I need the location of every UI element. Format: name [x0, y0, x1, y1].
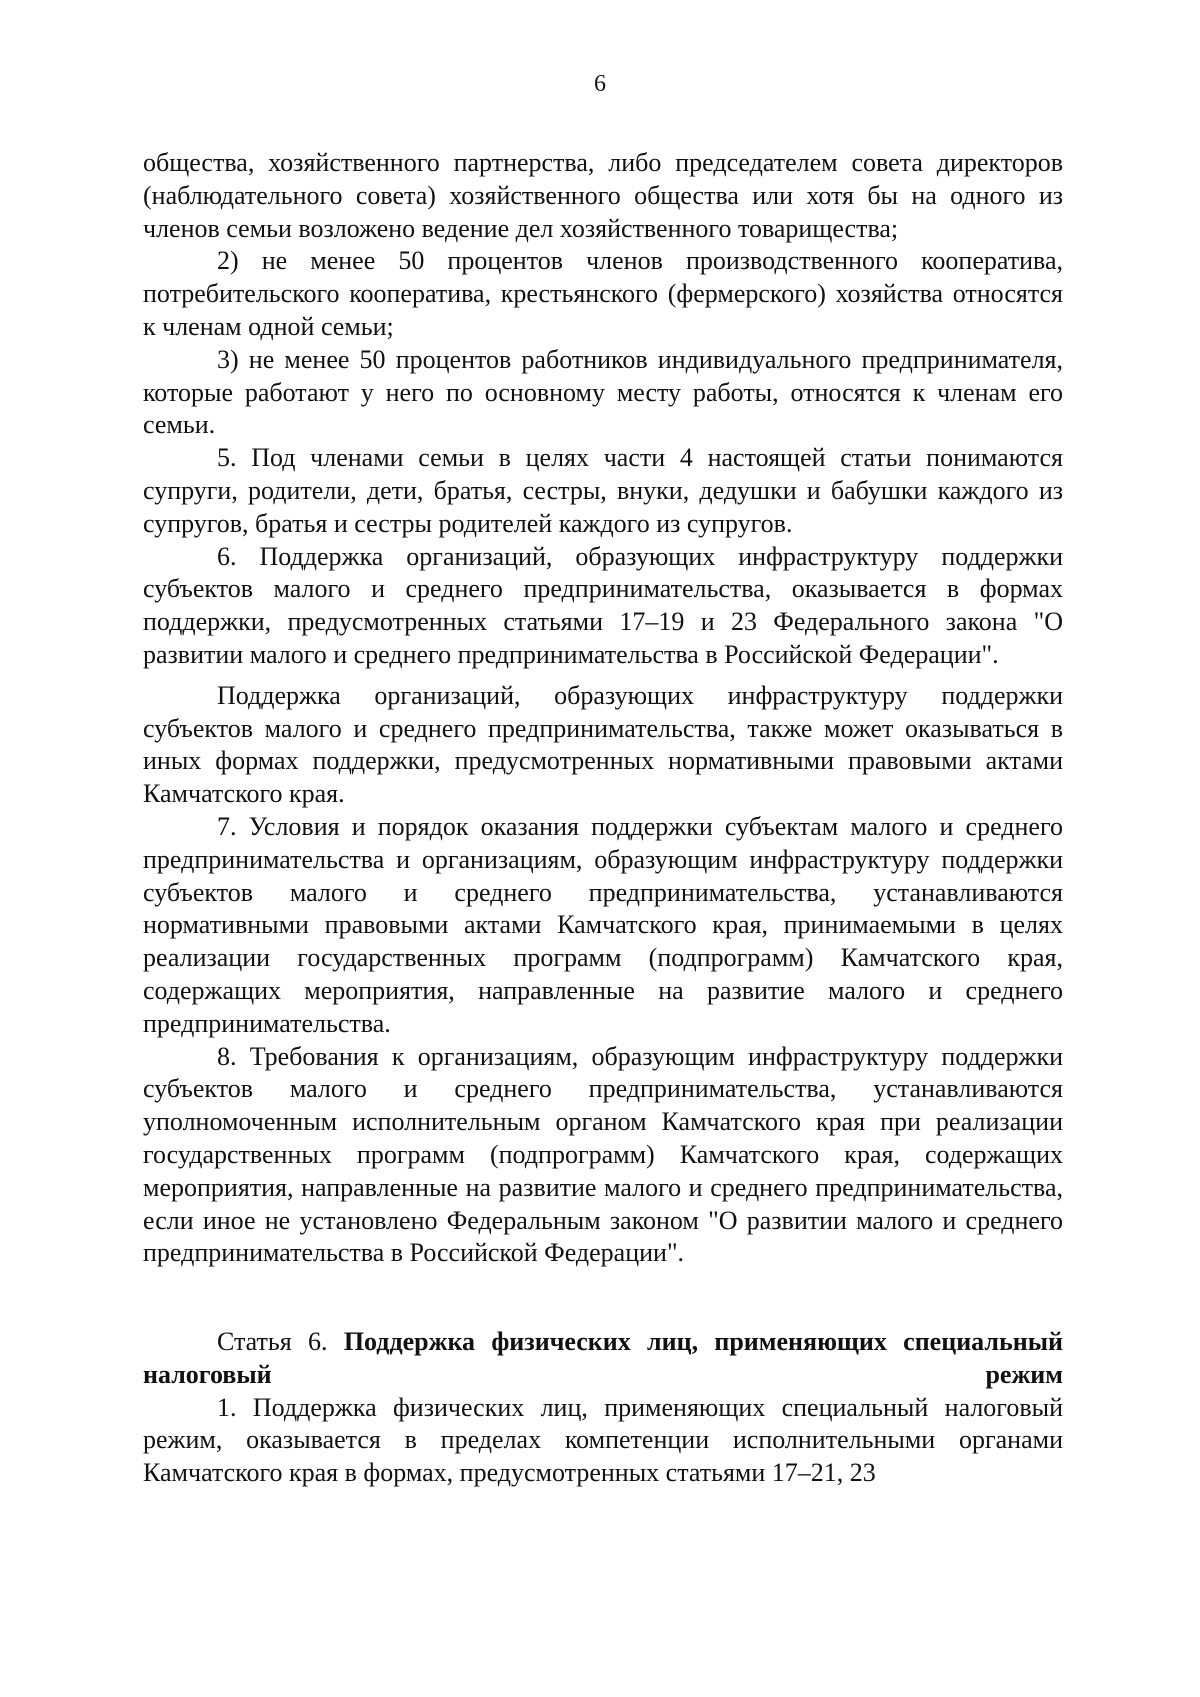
paragraph-point-6: 6. Поддержка организаций, образующих инфраструктуру поддержки субъектов малого и среднего предпринимательства, оказывается в формах поддержки, предусмотренных статьями 17–19 и 23 Федерального закона "О развитии малого и среднего предпринимательства в Российской Федерации".	[143, 541, 1063, 669]
article-heading	[143, 1326, 1063, 1392]
document-body	[143, 147, 1063, 1490]
article-label: Статья 6.	[217, 1327, 328, 1357]
paragraph-point-7: 7. Условия и порядок оказания поддержки субъектам малого и среднего предпринимательства и организациям, образующим инфраструктуру поддержки субъектов малого и среднего предпринимательства, устанавливаются нормативными правовыми актами Камчатского края, принимаемыми в целях реализации государственных программ (подпрограмм) Камчатского края, содержащих мероприятия, направленные на развитие малого и среднего предпринимательства.	[143, 811, 1063, 1038]
page-number: 6	[594, 71, 606, 97]
paragraph-point-6-continued: Поддержка организаций, образующих инфраструктуру поддержки субъектов малого и среднего предпринимательства, также может оказываться в иных формах поддержки, предусмотренных нормативными правовыми актами Камчатского края.	[143, 680, 1063, 809]
paragraph-item-3: 3) не менее 50 процентов работников индивидуального предпринимателя, которые работают у него по основному месту работы, относятся к членам его семьи.	[143, 344, 1063, 440]
article-title: Поддержка физических лиц, применяющих специальный налоговый режим	[143, 1327, 1063, 1389]
article-paragraph-1: 1. Поддержка физических лиц, применяющих специальный налоговый режим, оказывается в пределах компетенции исполнительными органами Камчатского края в формах, предусмотренных статьями 17–21, 23	[143, 1392, 1063, 1488]
paragraph-item-2: 2) не менее 50 процентов членов производственного кооператива, потребительского кооператива, крестьянского (фермерского) хозяйства относятся к членам одной семьи;	[143, 246, 1063, 341]
paragraph-point-8: 8. Требования к организациям, образующим инфраструктуру поддержки субъектов малого и среднего предпринимательства, устанавливаются уполномоченным исполнительным органом Камчатского края при реализации государственных программ (подпрограмм) Камчатского края, содержащих мероприятия, направленные на развитие малого и среднего предпринимательства, если иное не установлено Федеральным законом "О развитии малого и среднего предпринимательства в Российской Федерации".	[143, 1041, 1063, 1268]
paragraph-continuation: общества, хозяйственного партнерства, либо председателем совета директоров (наблюдательного совета) хозяйственного общества или хотя бы на одного из членов семьи возложено ведение дел хозяйственного товарищества;	[143, 148, 1063, 243]
paragraph-point-5: 5. Под членами семьи в целях части 4 настоящей статьи понимаются супруги, родители, дети, братья, сестры, внуки, дедушки и бабушки каждого из супругов, братья и сестры родителей каждого из супругов.	[143, 443, 1063, 538]
